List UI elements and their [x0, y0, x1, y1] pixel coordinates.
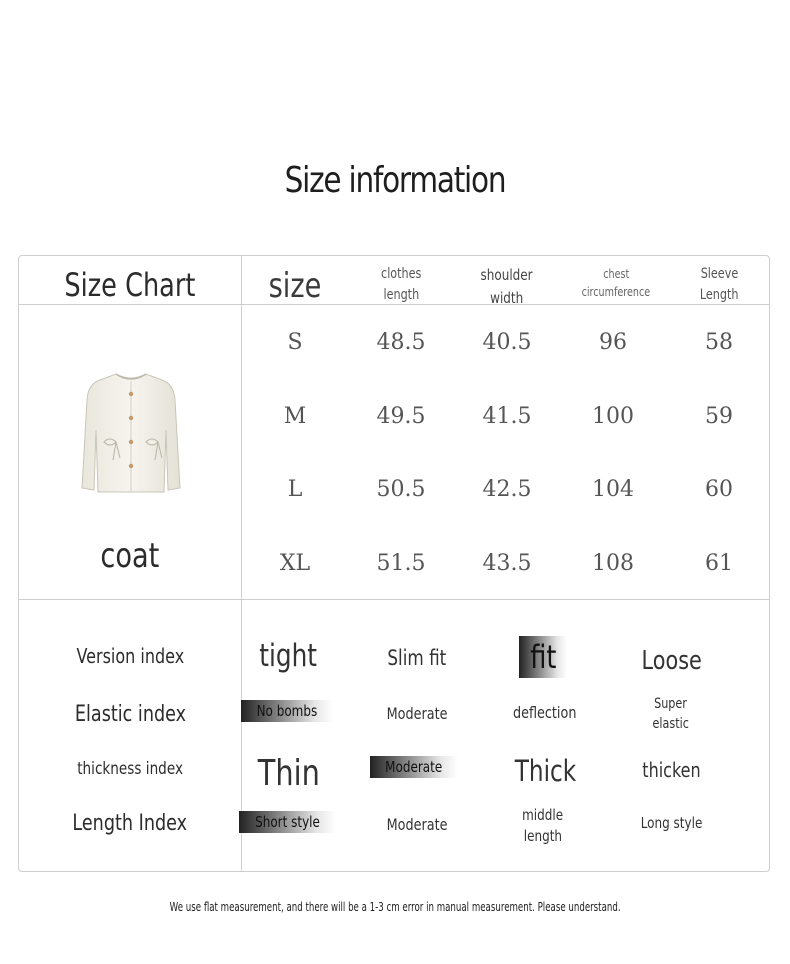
thickness-option-thicken: thicken — [641, 758, 701, 782]
size-column-header: size — [268, 266, 322, 306]
version-index-label: Version index — [76, 644, 184, 668]
value-cell: 61 — [705, 551, 733, 576]
value-cell: 58 — [705, 330, 733, 355]
value-cell: 96 — [599, 330, 627, 355]
value-cell: 42.5 — [482, 477, 532, 502]
value-cell: 108 — [592, 551, 634, 576]
value-cell: 51.5 — [376, 551, 426, 576]
elastic-option-super-elastic: Super elastic — [652, 696, 690, 732]
value-cell: 48.5 — [376, 330, 426, 355]
size-cell-xl: XL — [279, 551, 311, 576]
length-option-middle-length: middle length — [522, 806, 564, 845]
version-option-fit-selected: fit — [490, 636, 596, 678]
size-chart-label: Size Chart — [64, 266, 196, 304]
size-cell-s: S — [287, 330, 303, 355]
thickness-index-label: thickness index — [77, 759, 183, 779]
value-cell: 100 — [592, 404, 634, 429]
header-sleeve-length: Sleeve Length — [699, 266, 739, 303]
header-clothes-length: clothes length — [380, 266, 422, 303]
value-cell: 43.5 — [482, 551, 532, 576]
value-cell: 49.5 — [376, 404, 426, 429]
version-option-slim-fit: Slim fit — [387, 646, 447, 670]
value-cell: 104 — [592, 477, 634, 502]
length-option-long-style: Long style — [641, 814, 703, 832]
header-shoulder-width: shoulder width — [480, 266, 534, 307]
thickness-option-thin: Thin — [257, 753, 321, 794]
value-cell: 60 — [705, 477, 733, 502]
elastic-option-deflection: deflection — [513, 703, 577, 722]
header-chest-circumference: chest circumference — [581, 267, 651, 299]
elastic-option-no-bombs-selected: No bombs — [234, 700, 340, 722]
value-cell: 41.5 — [482, 404, 532, 429]
thickness-option-thick: Thick — [514, 754, 576, 788]
coat-product-image — [76, 370, 186, 500]
elastic-option-moderate: Moderate — [386, 704, 448, 723]
product-type-label: coat — [100, 536, 160, 576]
value-cell: 59 — [705, 404, 733, 429]
length-index-label: Length Index — [72, 811, 188, 836]
version-option-tight: tight — [259, 638, 317, 674]
page-title: Size information — [284, 160, 506, 201]
value-cell: 40.5 — [482, 330, 532, 355]
size-cell-m: M — [283, 404, 307, 429]
thickness-option-moderate-selected: Moderate — [361, 756, 467, 778]
version-option-loose: Loose — [641, 646, 703, 676]
length-option-moderate: Moderate — [386, 815, 448, 834]
length-option-short-style-selected: Short style — [234, 811, 340, 833]
size-cell-l: L — [287, 477, 303, 502]
measurement-disclaimer: We use flat measurement, and there will be a 1-3 cm error in manual measurement. Please understand. — [169, 900, 621, 914]
table-divider-indices — [19, 599, 770, 600]
value-cell: 50.5 — [376, 477, 426, 502]
elastic-index-label: Elastic index — [74, 702, 186, 727]
